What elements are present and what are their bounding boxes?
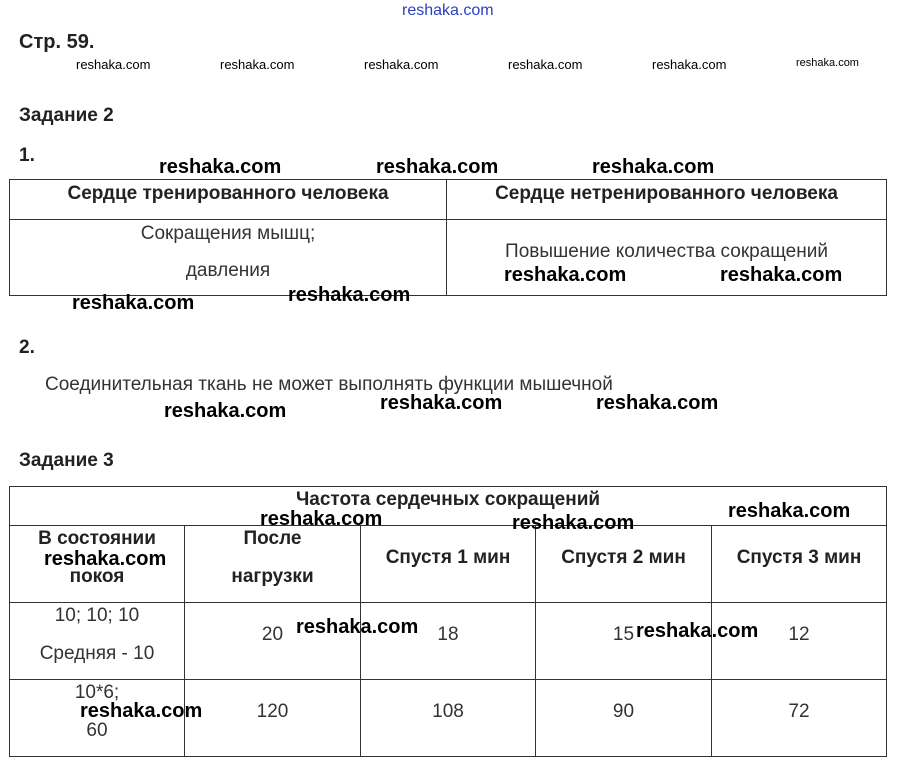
row1-min1: 18 [437,624,459,645]
watermark: reshaka.com [44,548,167,570]
page-label: Стр. 59. [19,31,95,53]
header-min2: Спустя 2 мин [561,547,686,568]
task2-col1-header: Сердце тренированного человека [67,183,389,204]
watermark: reshaka.com [164,400,287,422]
task2-title: Задание 2 [19,105,114,126]
watermark-row-1: reshaka.com [76,57,151,72]
watermark: reshaka.com [288,284,411,306]
watermark-row-6: reshaka.com [796,57,859,69]
watermark: reshaka.com [260,508,383,530]
row1-rest-line1: 10; 10; 10 [54,605,140,626]
watermark: reshaka.com [504,264,627,286]
header-min1: Спустя 1 мин [385,547,511,568]
header-min3: Спустя 3 мин [736,547,862,568]
header-rest-line1: В состоянии [38,528,156,549]
watermark: reshaka.com [380,392,503,414]
task2-col2-header: Сердце нетренированного человека [495,183,838,204]
task2-item1-label: 1. [19,145,35,166]
watermark: reshaka.com [728,500,851,522]
watermark: reshaka.com [80,700,203,722]
watermark-row-4: reshaka.com [508,57,583,72]
row2-rest-line1: 10*6; [74,682,120,703]
task2-col1-line2: давления [185,260,271,281]
task2-item2-label: 2. [19,337,35,358]
watermark: reshaka.com [592,156,715,178]
row2-min2: 90 [612,701,635,722]
row2-min3: 72 [788,701,810,722]
watermark: reshaka.com [72,292,195,314]
header-rest-line2: покоя [69,566,125,587]
watermark: reshaka.com [636,620,759,642]
header-after-line1: После [243,528,302,549]
task2-col1-line1: Сокращения мышц; [140,223,316,244]
row2-min1: 108 [432,701,464,722]
task2-col2-value: Повышение количества сокращений [505,241,828,262]
header-after-line2: нагрузки [231,566,314,587]
row1-min3: 12 [788,624,810,645]
row1-rest-line2: Средняя - 10 [39,643,155,664]
watermark-row-3: reshaka.com [364,57,439,72]
row2-after: 120 [256,701,289,722]
watermark-row-2: reshaka.com [220,57,295,72]
watermark-row-5: reshaka.com [652,57,727,72]
row1-after: 20 [261,624,284,645]
watermark: reshaka.com [376,156,499,178]
task3-caption: Частота сердечных сокращений [295,489,601,510]
row1-min2: 15 [612,624,635,645]
task2-item2-text: Соединительная ткань не может выполнять функции мышечной [45,374,613,395]
watermark: reshaka.com [159,156,282,178]
top-watermark: reshaka.com [402,2,494,19]
watermark: reshaka.com [720,264,843,286]
row2-rest-line2: 60 [86,720,108,741]
task3-title: Задание 3 [19,450,114,471]
watermark: reshaka.com [596,392,719,414]
watermark: reshaka.com [512,512,635,534]
watermark: reshaka.com [296,616,419,638]
